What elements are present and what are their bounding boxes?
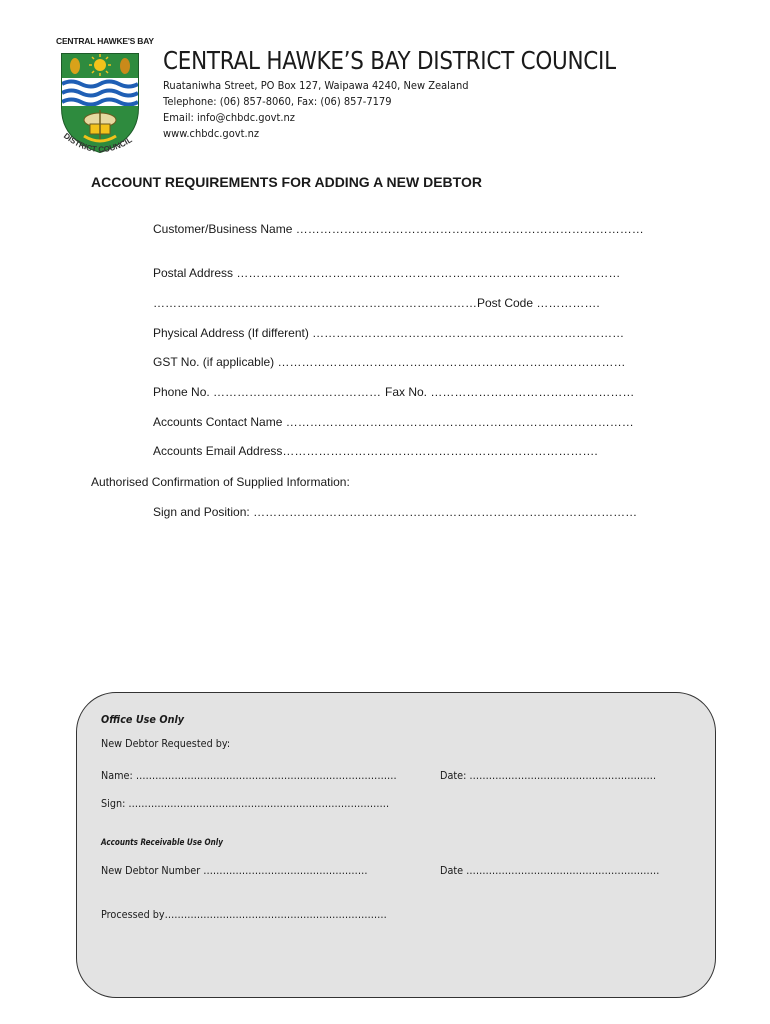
crest-label: CENTRAL HAWKE'S BAY [56, 36, 154, 46]
accounts-contact-field[interactable]: Accounts Contact Name …………………………………………………………………………… [153, 415, 634, 429]
email-line: Email: info@chbdc.govt.nz [163, 111, 296, 124]
customer-name-field[interactable]: Customer/Business Name …………………………………………………………………………… [153, 222, 644, 236]
council-crest-logo [54, 48, 146, 160]
address-line: Ruataniwha Street, PO Box 127, Waipawa 4240, New Zealand [163, 79, 469, 92]
office-date-field[interactable]: Date: …………………………………………………. [440, 770, 657, 782]
postal-address-field[interactable]: Postal Address …………………………………………………………………………………… [153, 266, 621, 280]
physical-address-field[interactable]: Physical Address (If different) …………………………………………………………………… [153, 326, 625, 340]
ar-date-field[interactable]: Date …………………………………………………… [440, 865, 660, 877]
website-line: www.chbdc.govt.nz [163, 127, 260, 140]
gst-number-field[interactable]: GST No. (if applicable) …………………………………………………………………………… [153, 355, 626, 369]
crest-arc-text: DISTRICT COUNCIL [61, 131, 134, 155]
office-name-field[interactable]: Name: ……………………………………………………………………… [101, 770, 397, 782]
sign-position-field[interactable]: Sign and Position: …………………………………………………………………………………… [153, 505, 638, 519]
office-sign-field[interactable]: Sign: ……………………………………………………………………… [101, 798, 390, 810]
processed-by-field[interactable]: Processed by…………………………………………………………… [101, 909, 387, 921]
phone-number-field[interactable]: Phone No. …………………………………… [153, 385, 382, 399]
phone-line: Telephone: (06) 857-8060, Fax: (06) 857-7179 [163, 95, 392, 108]
fax-number-field[interactable]: Fax No. …………………………………………… [385, 385, 635, 399]
requested-by-label: New Debtor Requested by: [101, 738, 231, 750]
org-name: CENTRAL HAWKE’S BAY DISTRICT COUNCIL [163, 46, 616, 75]
debtor-number-field[interactable]: New Debtor Number …………………………………………… [101, 865, 368, 877]
ar-use-title: Accounts Receivable Use Only [101, 838, 223, 848]
office-use-title: Office Use Only [101, 714, 185, 726]
postal-code-field[interactable]: ………………………………………………………………………Post Code ……………. [153, 296, 600, 310]
authorised-label: Authorised Confirmation of Supplied Information: [91, 475, 350, 489]
accounts-email-field[interactable]: Accounts Email Address……………………………………………………………………. [153, 444, 598, 458]
form-heading: ACCOUNT REQUIREMENTS FOR ADDING A NEW DEBTOR [91, 174, 482, 190]
